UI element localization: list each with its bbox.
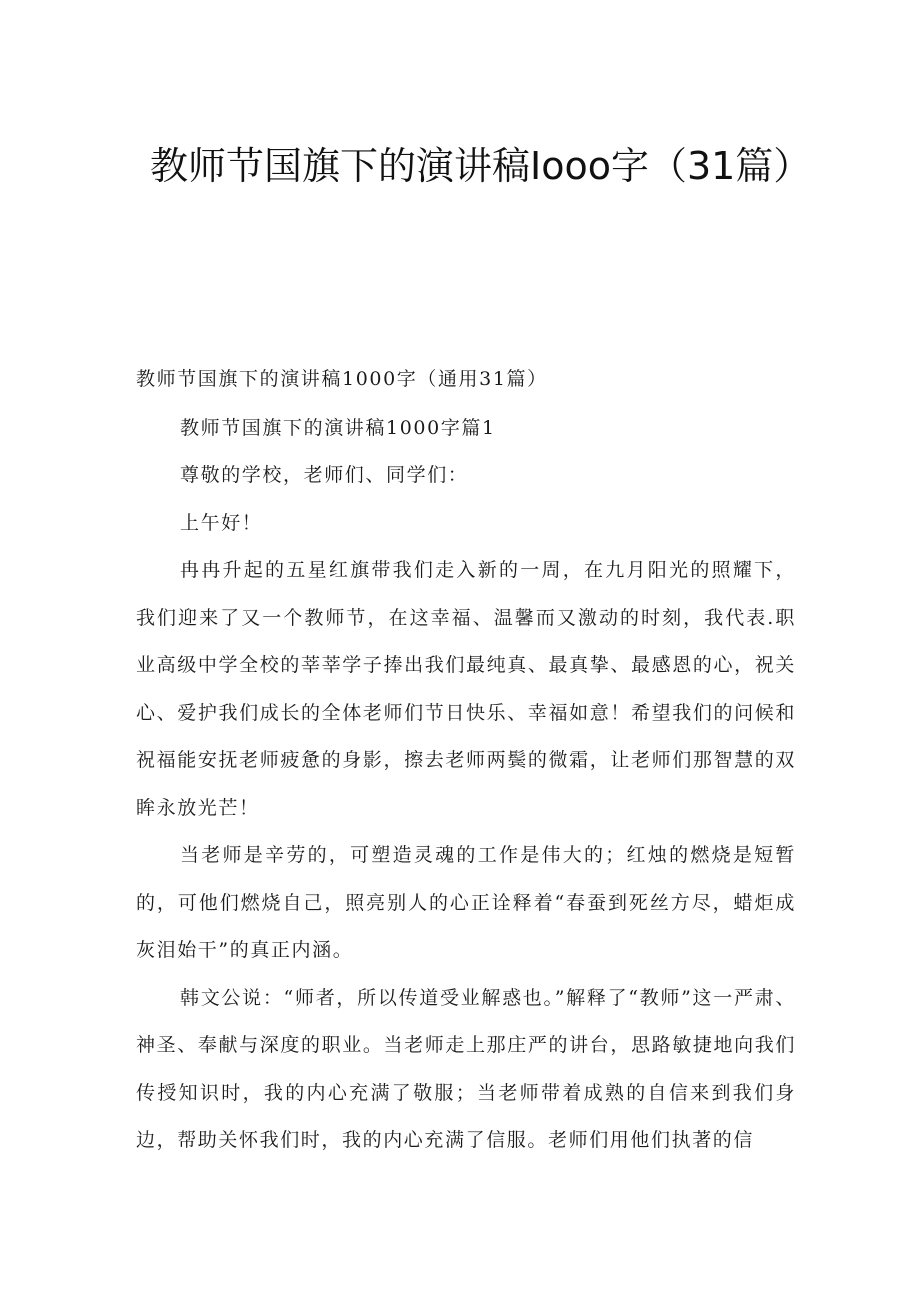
- document-title: 教师节国旗下的演讲稿Iooo字（31篇）: [150, 144, 812, 188]
- section-heading: 教师节国旗下的演讲稿1000字篇1: [180, 416, 496, 439]
- document-subtitle: 教师节国旗下的演讲稿1000字（通用31篇）: [136, 368, 548, 390]
- body-paragraph: 韩文公说：“师者，所以传道受业解惑也。”解释了“教师”这一严肃、神圣、奉献与深度的职业。当老师走上那庄严的讲台，思路敏捷地向我们传授知识时，我的内心充满了敬服；当老师带着成熟的自信来到我们身边，帮助关怀我们时，我的内心充满了信服。老师们用他们执著的信: [136, 986, 796, 1151]
- greeting: 上午好！: [180, 511, 263, 534]
- body-paragraph: 当老师是辛劳的，可塑造灵魂的工作是伟大的；红烛的燃烧是短暂的，可他们燃烧自己，照亮别人的心正诠释着“春蚕到死丝方尽，蜡炬成灰泪始干”的真正内涵。: [136, 844, 796, 961]
- body-paragraph: 冉冉升起的五星红旗带我们走入新的一周，在九月阳光的照耀下，我们迎来了又一个教师节，在这幸福、温馨而又激动的时刻，我代表.职业高级中学全校的莘莘学子捧出我们最纯真、最真挚、最感恩的心，祝关心、爱护我们成长的全体老师们节日快乐、幸福如意！希望我们的问候和祝福能安抚老师疲惫的身影，擦去老师两鬓的微霜，让老师们那智慧的双眸永放光芒！: [136, 559, 796, 819]
- salutation: 尊敬的学校，老师们、同学们：: [180, 464, 469, 486]
- document-body: [136, 356, 796, 1165]
